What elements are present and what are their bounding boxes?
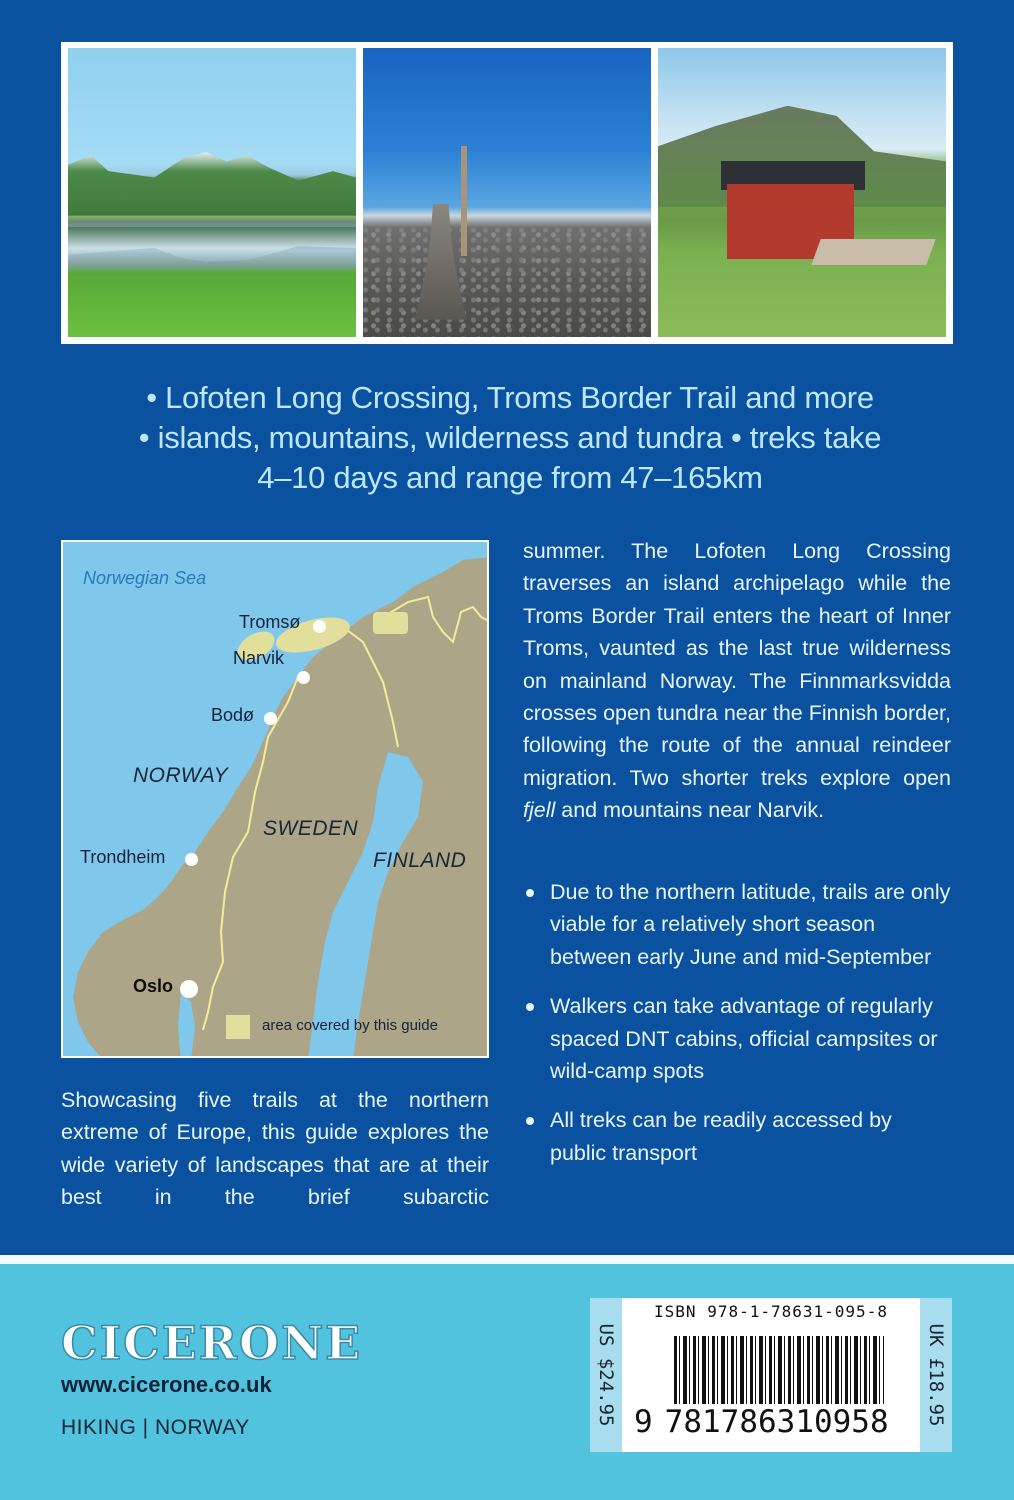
city-dot-trondheim <box>185 853 198 866</box>
bullet-icon <box>526 889 534 897</box>
city-dot-narvik <box>297 671 310 684</box>
feature-item: Walkers can take advantage of regularly spaced DNT cabins, official campsites or wild-camp spots <box>523 990 953 1087</box>
divider <box>0 1255 1014 1264</box>
label-norwegian-sea: Norwegian Sea <box>83 568 207 588</box>
label-sweden: SWEDEN <box>263 817 359 840</box>
label-trondheim: Trondheim <box>80 847 166 867</box>
isbn-barcode <box>622 1298 920 1452</box>
publisher-website[interactable]: www.cicerone.co.uk <box>61 1372 272 1397</box>
description-intro: Showcasing five trails at the northern extreme of Europe, this guide explores the wide variety of landscapes that are at their best in the brief subarctic <box>61 1088 489 1210</box>
headline-line-2: • islands, mountains, wilderness and tundra • treks take <box>138 420 882 455</box>
isbn-label: ISBN 978-1-78631-095-8 <box>654 1302 888 1321</box>
price-uk: UK £18.95 <box>925 1323 947 1427</box>
photo-red-cabin <box>658 48 946 337</box>
region-map <box>61 540 489 1058</box>
city-dot-bodo <box>264 712 277 725</box>
label-oslo: Oslo <box>133 976 174 996</box>
price-us-strip <box>590 1298 622 1452</box>
barcode-digits: 9 781786310958 <box>634 1404 889 1440</box>
price-us: US $24.95 <box>595 1323 617 1427</box>
publisher-logo: CICERONE <box>61 1316 363 1370</box>
legend-swatch <box>226 1015 250 1039</box>
photo-lofoten-lake <box>68 48 356 337</box>
bullet-icon <box>526 1003 534 1011</box>
bullet-icon <box>526 1117 534 1125</box>
feature-item: Due to the northern latitude, trails are only viable for a relatively short season between early June and mid-September <box>523 876 953 973</box>
label-norway: NORWAY <box>133 764 229 787</box>
label-bodo: Bodø <box>211 705 255 725</box>
feature-item: All treks can be readily accessed by public transport <box>523 1104 953 1169</box>
headline-line-1: • Lofoten Long Crossing, Troms Border Trail and more <box>146 380 874 415</box>
italic-term: fjell <box>523 798 556 823</box>
city-dot-tromso <box>313 620 326 633</box>
price-uk-strip <box>920 1298 952 1452</box>
book-category: HIKING | NORWAY <box>61 1416 250 1439</box>
photo-cairn <box>363 48 651 337</box>
label-tromso: Tromsø <box>239 612 301 632</box>
headline-line-3: 4–10 days and range from 47–165km <box>257 460 763 495</box>
label-narvik: Narvik <box>233 648 285 668</box>
photo-strip <box>61 42 953 344</box>
headline <box>60 378 960 498</box>
description-continued: summer. The Lofoten Long Crossing traverses an island archipelago while the Troms Border Trail enters the heart of Inner Troms, vaunted as the last true wilderness on mainland Norway. The Finnmarksvidda crosses open tundra near the Finnish border, following the route of the annual reindeer migration. Two shorter treks explore open fjell and mountains near Narvik. <box>523 539 951 823</box>
feature-list <box>523 876 953 1186</box>
barcode-panel <box>590 1298 952 1452</box>
city-dot-oslo <box>180 980 198 998</box>
legend-label: area covered by this guide <box>262 1017 438 1034</box>
label-finland: FINLAND <box>373 849 467 872</box>
